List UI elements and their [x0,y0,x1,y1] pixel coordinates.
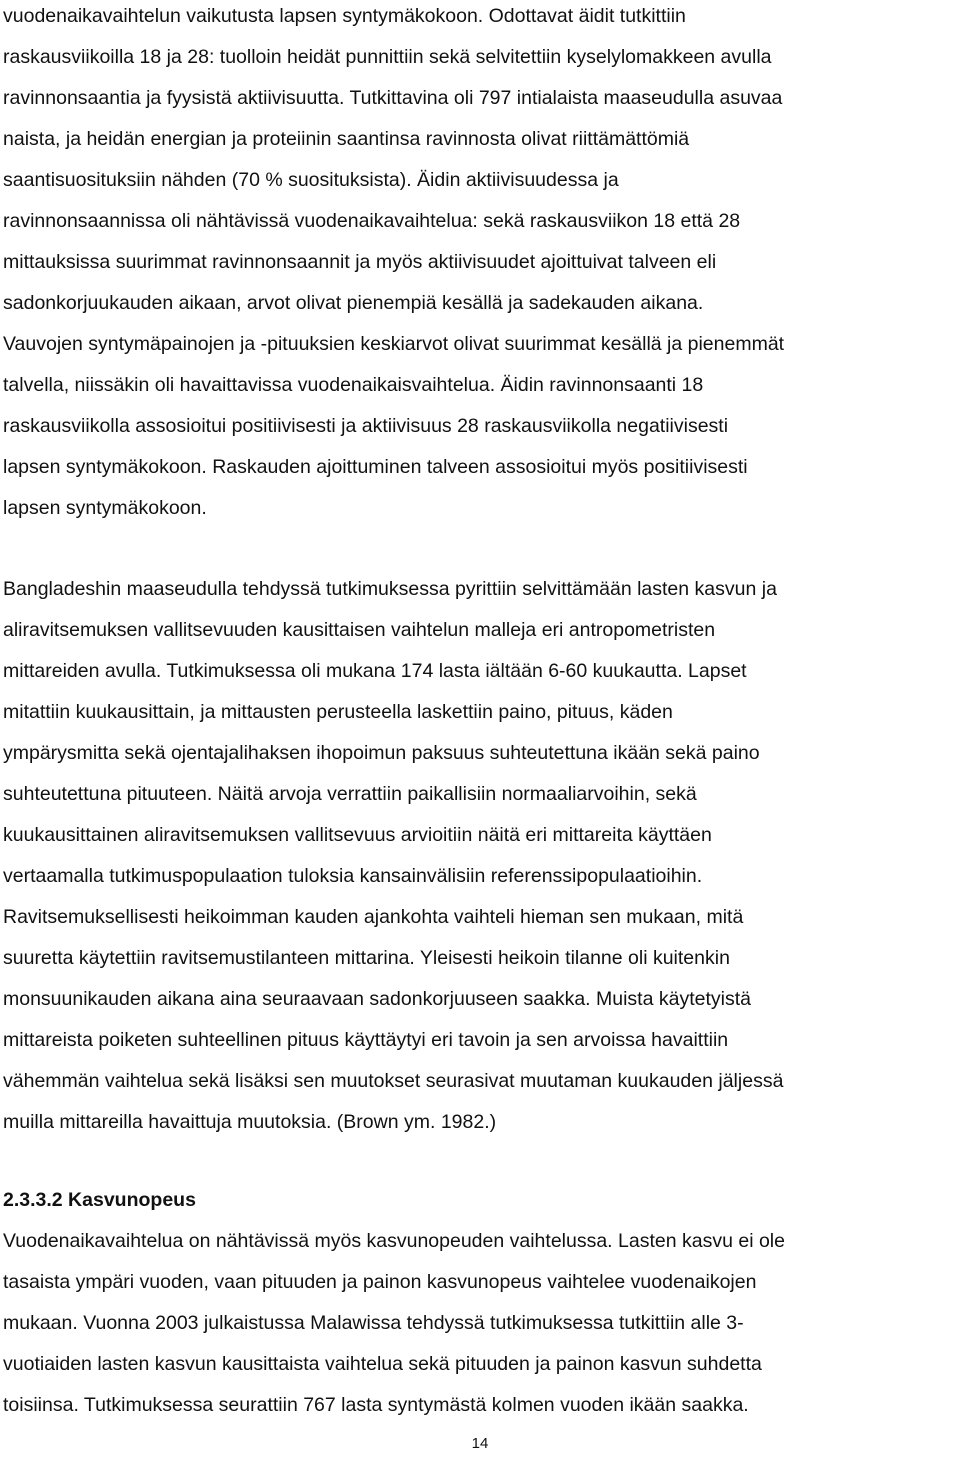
text-line: mitattiin kuukausittain, ja mittausten perusteella laskettiin paino, pituus, käden [3,701,673,723]
text-line: ravinnonsaannissa oli nähtävissä vuodenaikavaihtelua: sekä raskausviikon 18 että 28 [3,210,741,232]
text-line: lapsen syntymäkokoon. [3,497,207,519]
text-line: Bangladeshin maaseudulla tehdyssä tutkimuksessa pyrittiin selvittämään lasten kasvun ja [3,578,777,600]
text-line: talvella, niissäkin oli havaittavissa vuodenaikaisvaihtelua. Äidin ravinnonsaanti 18 [3,374,704,396]
text-line: mittareista poiketen suhteellinen pituus käyttäytyi eri tavoin ja sen arvoissa havaittiin [3,1029,729,1051]
text-line: vuotiaiden lasten kasvun kausittaista vaihtelua sekä pituuden ja painon kasvun suhdetta [3,1353,762,1375]
paragraph-growth-rate [3,1221,958,1426]
text-line: kuukausittainen aliravitsemuksen vallitsevuus arvioitiin näitä eri mittareita käyttäen [3,824,712,846]
text-line: vertaamalla tutkimuspopulaation tuloksia kansainvälisiin referenssipopulaatioihin. [3,865,703,887]
text-line: suhteutettuna pituuteen. Näitä arvoja verrattiin paikallisiin normaaliarvoihin, sekä [3,783,697,805]
text-line: toisiinsa. Tutkimuksessa seurattiin 767 lasta syntymästä kolmen vuoden ikään saakka. [3,1394,749,1416]
text-line: lapsen syntymäkokoon. Raskauden ajoittuminen talveen assosioitui myös positiivisesti [3,456,748,478]
text-line: suuretta käytettiin ravitsemustilanteen mittarina. Yleisesti heikoin tilanne oli kuitenkin [3,947,730,969]
page-number: 14 [471,1435,489,1452]
text-line: muilla mittareilla havaittuja muutoksia. (Brown ym. 1982.) [3,1111,497,1133]
text-line: mittauksissa suurimmat ravinnonsaannit ja myös aktiivisuudet ajoittuivat talveen eli [3,251,717,273]
text-line: naista, ja heidän energian ja proteiinin saantinsa ravinnosta olivat riittämättömiä [3,128,690,150]
text-line: Ravitsemuksellisesti heikoimman kauden ajankohta vaihteli hieman sen mukaan, mitä [3,906,744,928]
text-line: vuodenaikavaihtelun vaikutusta lapsen syntymäkokoon. Odottavat äidit tutkittiin [3,5,686,27]
text-line: monsuunikauden aikana aina seuraavaan sadonkorjuuseen saakka. Muista käytetyistä [3,988,751,1010]
text-line: Vuodenaikavaihtelua on nähtävissä myös kasvunopeuden vaihtelussa. Lasten kasvu ei ole [3,1230,785,1252]
text-line: mukaan. Vuonna 2003 julkaistussa Malawissa tehdyssä tutkimuksessa tutkittiin alle 3- [3,1312,744,1334]
text-line: Vauvojen syntymäpainojen ja -pituuksien keskiarvot olivat suurimmat kesällä ja pienemmät [3,333,785,355]
paragraph-bangladesh-study [3,569,958,1143]
section-heading: 2.3.3.2 Kasvunopeus [3,1189,196,1211]
text-line: ympärysmitta sekä ojentajalihaksen ihopoimun paksuus suhteutettuna ikään sekä paino [3,742,760,764]
text-line: saantisuosituksiin nähden (70 % suosituksista). Äidin aktiivisuudessa ja [3,169,619,191]
text-line: vähemmän vaihtelua sekä lisäksi sen muutokset seurasivat muutaman kuukauden jäljessä [3,1070,784,1092]
text-line: sadonkorjuukauden aikaan, arvot olivat pienempiä kesällä ja sadekauden aikana. [3,292,704,314]
text-line: mittareiden avulla. Tutkimuksessa oli mukana 174 lasta iältään 6-60 kuukautta. Lapset [3,660,747,682]
text-line: raskausviikolla assosioitui positiivisesti ja aktiivisuus 28 raskausviikolla negatiivisesti [3,415,729,437]
paragraph-seasonal-birth-size [3,0,958,529]
text-line: raskausviikoilla 18 ja 28: tuolloin heidät punnittiin sekä selvitettiin kyselylomakkeen avulla [3,46,772,68]
text-line: aliravitsemuksen vallitsevuuden kausittaisen vaihtelun malleja eri antropometristen [3,619,716,641]
text-line: ravinnonsaantia ja fyysistä aktiivisuutta. Tutkittavina oli 797 intialaista maaseudulla asuvaa [3,87,783,109]
text-line: tasaista ympäri vuoden, vaan pituuden ja painon kasvunopeus vaihtelee vuodenaikojen [3,1271,757,1293]
